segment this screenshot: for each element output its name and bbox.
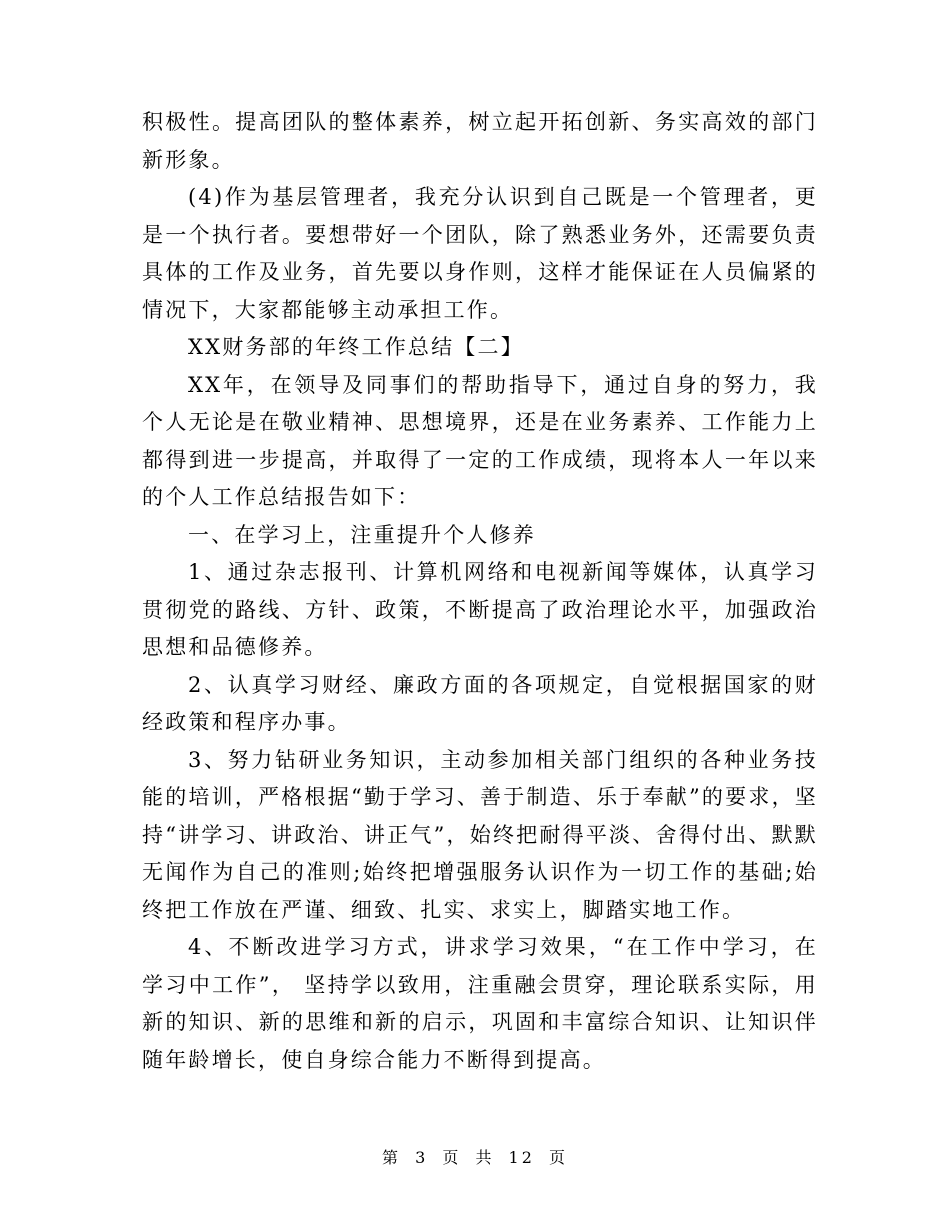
- paragraph-continuation: 积极性。提高团队的整体素养，树立起开拓创新、务实高效的部门新形象。: [142, 110, 818, 172]
- page-number-footer: 第 3 页 共 12 页: [382, 1148, 568, 1167]
- section-heading: XX财务部的年终工作总结【二】: [188, 335, 524, 359]
- paragraph-point-1: 1、通过杂志报刊、计算机网络和电视新闻等媒体，认真学习贯彻党的路线、方针、政策，不断提高了政治理论水平，加强政治思想和品德修养。: [142, 560, 818, 659]
- subsection-heading-study: 一、在学习上，注重提升个人修养: [188, 522, 536, 547]
- document-body: [142, 104, 818, 1079]
- paragraph-point-4: 4、不断改进学习方式，讲求学习效果，“在工作中学习，在学习中工作”， 坚持学以致用，注重融会贯穿，理论联系实际，用新的知识、新的思维和新的启示，巩固和丰富综合知识、让知识伴随年龄增长，使自身综合能力不断得到提高。: [142, 935, 818, 1072]
- paragraph-intro: XX年，在领导及同事们的帮助指导下，通过自身的努力，我个人无论是在敬业精神、思想境界，还是在业务素养、工作能力上都得到进一步提高，并取得了一定的工作成绩，现将本人一年以来的个人工作总结报告如下：: [142, 372, 818, 509]
- paragraph-item-4: (4)作为基层管理者，我充分认识到自己既是一个管理者，更是一个执行者。要想带好一个团队，除了熟悉业务外，还需要负责具体的工作及业务，首先要以身作则，这样才能保证在人员偏紧的情况下，大家都能够主动承担工作。: [142, 185, 818, 322]
- paragraph-point-2: 2、认真学习财经、廉政方面的各项规定，自觉根据国家的财经政策和程序办事。: [142, 672, 818, 734]
- paragraph-point-3: 3、努力钻研业务知识，主动参加相关部门组织的各种业务技能的培训，严格根据“勤于学习、善于制造、乐于奉献”的要求，坚持“讲学习、讲政治、讲正气”，始终把耐得平淡、舍得付出、默默无闻作为自己的准则;始终把增强服务认识作为一切工作的基础;始终把工作放在严谨、细致、扎实、求实上，脚踏实地工作。: [142, 747, 818, 922]
